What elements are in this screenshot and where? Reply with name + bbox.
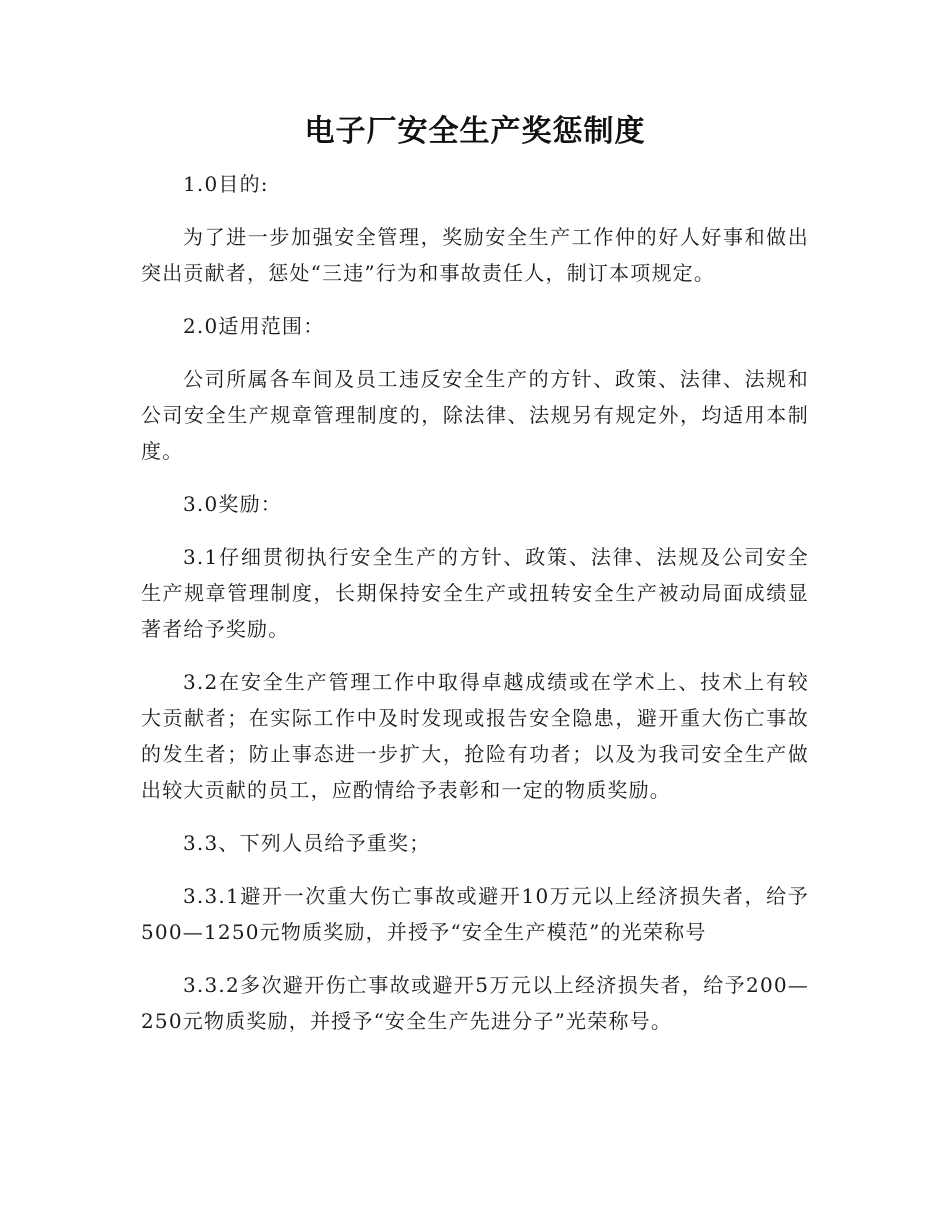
paragraph-reward-heading: 3.0奖励： [183,492,283,516]
paragraph-reward-3-3-2: 3.3.2多次避开伤亡事故或避开5万元以上经济损失者，给予200—250元物质奖励，并授予“安全生产先进分子”光荣称号。 [141,973,809,1033]
paragraph-scope-text: 公司所属各车间及员工违反安全生产的方针、政策、法律、法规和公司安全生产规章管理制度的，除法律、法规另有规定外，均适用本制度。 [141,367,809,463]
paragraph-reward-3-2: 3.2在安全生产管理工作中取得卓越成绩或在学术上、技术上有较大贡献者；在实际工作中及时发现或报告安全隐患，避开重大伤亡事故的发生者；防止事态进一步扩大，抢险有功者；以及为我司安全生产做出较大贡献的员工，应酌情给予表彰和一定的物质奖励。 [141,670,809,802]
paragraph-reward-3-3: 3.3、下列人员给予重奖； [183,831,431,855]
document-title: 电子厂安全生产奖惩制度 [304,114,646,149]
paragraph-scope-heading: 2.0适用范围： [183,314,325,338]
paragraph-reward-3-1: 3.1仔细贯彻执行安全生产的方针、政策、法律、法规及公司安全生产规章管理制度，长期保持安全生产或扭转安全生产被动局面成绩显著者给予奖励。 [141,545,809,641]
document-body [141,166,809,1056]
paragraph-purpose-heading: 1.0目的: [183,172,269,196]
paragraph-reward-3-3-1: 3.3.1避开一次重大伤亡事故或避开10万元以上经济损失者，给予500—1250元物质奖励，并授予“安全生产模范”的光荣称号 [141,884,809,944]
paragraph-purpose-text: 为了进一步加强安全管理，奖励安全生产工作仲的好人好事和做出突出贡献者，惩处“三违”行为和事故责任人，制订本项规定。 [141,225,809,285]
